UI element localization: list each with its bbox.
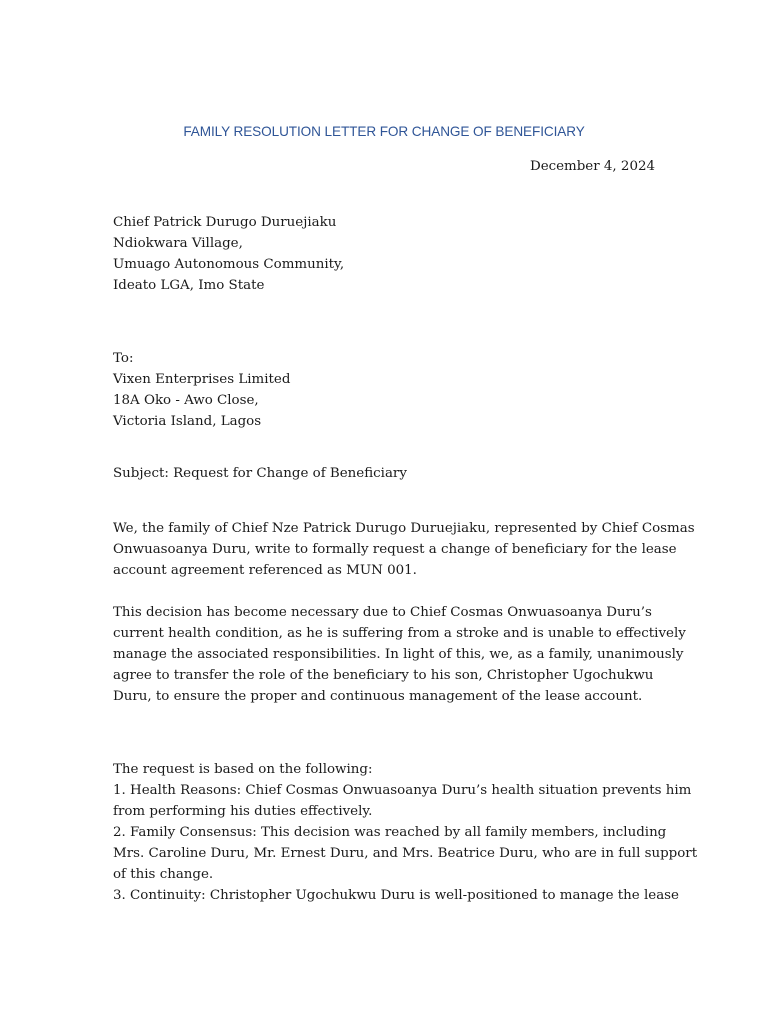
paragraph-line: This decision has become necessary due to Chief Cosmas Onwuasoanya Duru’s <box>113 605 652 620</box>
list-item: 1. Health Reasons: Chief Cosmas Onwuasoanya Duru’s health situation prevents him <box>113 783 692 798</box>
sender-address-line: Umuago Autonomous Community, <box>113 257 345 272</box>
paragraph-line: agree to transfer the role of the beneficiary to his son, Christopher Ugochukwu <box>113 668 654 683</box>
sender-address-line: Ideato LGA, Imo State <box>113 278 265 293</box>
subject-line <box>113 463 658 484</box>
list-item-continuation: from performing his duties effectively. <box>113 804 373 819</box>
sender-address-line: Ndiokwara Village, <box>113 236 243 251</box>
paragraph-reason <box>113 602 686 707</box>
to-label: To: <box>113 351 134 366</box>
letter-date: December 4, 2024 <box>529 159 655 174</box>
document-title: FAMILY RESOLUTION LETTER FOR CHANGE OF BENEFICIARY <box>183 124 585 139</box>
list-item: 3. Continuity: Christopher Ugochukwu Duru is well-positioned to manage the lease <box>113 888 679 903</box>
recipient-address-line: Victoria Island, Lagos <box>113 414 262 429</box>
paragraph-intro <box>113 518 695 581</box>
list-item: 2. Family Consensus: This decision was reached by all family members, including <box>113 825 667 840</box>
paragraph-line: We, the family of Chief Nze Patrick Durugo Duruejiaku, represented by Chief Cosmas <box>113 521 695 536</box>
sender-name: Chief Patrick Durugo Duruejiaku <box>113 215 337 230</box>
paragraph-line: manage the associated responsibilities. In light of this, we, as a family, unanimously <box>113 647 684 662</box>
paragraph-line: Duru, to ensure the proper and continuous management of the lease account. <box>113 689 643 704</box>
list-item-continuation: Mrs. Caroline Duru, Mr. Ernest Duru, and Mrs. Beatrice Duru, who are in full support <box>113 846 698 861</box>
paragraph-line: The request is based on the following: <box>113 762 373 777</box>
recipient-address-line: 18A Oko - Awo Close, <box>113 393 259 408</box>
paragraph-line: account agreement referenced as MUN 001. <box>113 563 417 578</box>
sender-address <box>113 212 658 296</box>
paragraph-request-basis <box>113 759 698 906</box>
list-item-continuation: of this change. <box>113 867 214 882</box>
paragraph-line: Onwuasoanya Duru, write to formally request a change of beneficiary for the lease <box>113 542 677 557</box>
paragraph-line: current health condition, as he is suffering from a stroke and is unable to effectively <box>113 626 686 641</box>
recipient-address <box>113 348 658 432</box>
subject-text: Subject: Request for Change of Beneficiary <box>113 466 407 481</box>
recipient-name: Vixen Enterprises Limited <box>113 372 291 387</box>
